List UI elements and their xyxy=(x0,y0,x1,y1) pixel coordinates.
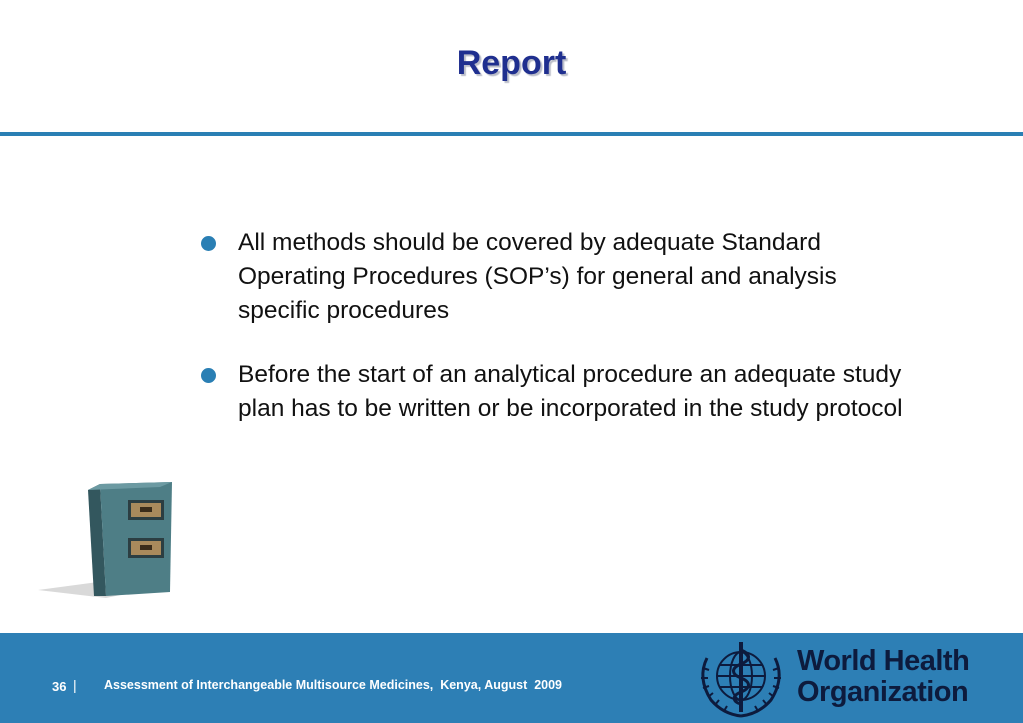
bullet-item xyxy=(198,226,918,328)
slide-title: Report xyxy=(456,44,567,82)
who-logo-line2: Organization xyxy=(797,676,969,708)
page-separator: | xyxy=(73,677,77,693)
bullet-dot-icon xyxy=(201,368,216,383)
bullet-dot-icon xyxy=(201,236,216,251)
bullet-text: All methods should be covered by adequate Standard Operating Procedures (SOP’s) for general and analysis specific procedures xyxy=(238,229,837,324)
title-divider xyxy=(0,132,1023,136)
file-cabinet-icon xyxy=(36,478,186,603)
who-emblem-icon xyxy=(693,638,789,720)
bullet-list xyxy=(198,226,918,456)
footer-caption: Assessment of Interchangeable Multisource Medicines, Kenya, August 2009 xyxy=(104,678,563,692)
page-number: 36 xyxy=(52,679,67,694)
bullet-item xyxy=(198,358,918,426)
footer-bar xyxy=(0,633,1023,723)
bullet-text: Before the start of an analytical procedure an adequate study plan has to be written or be incorporated in the study protocol xyxy=(238,361,903,422)
who-logo-text xyxy=(797,646,969,708)
who-logo-line1: World Health xyxy=(797,645,970,677)
